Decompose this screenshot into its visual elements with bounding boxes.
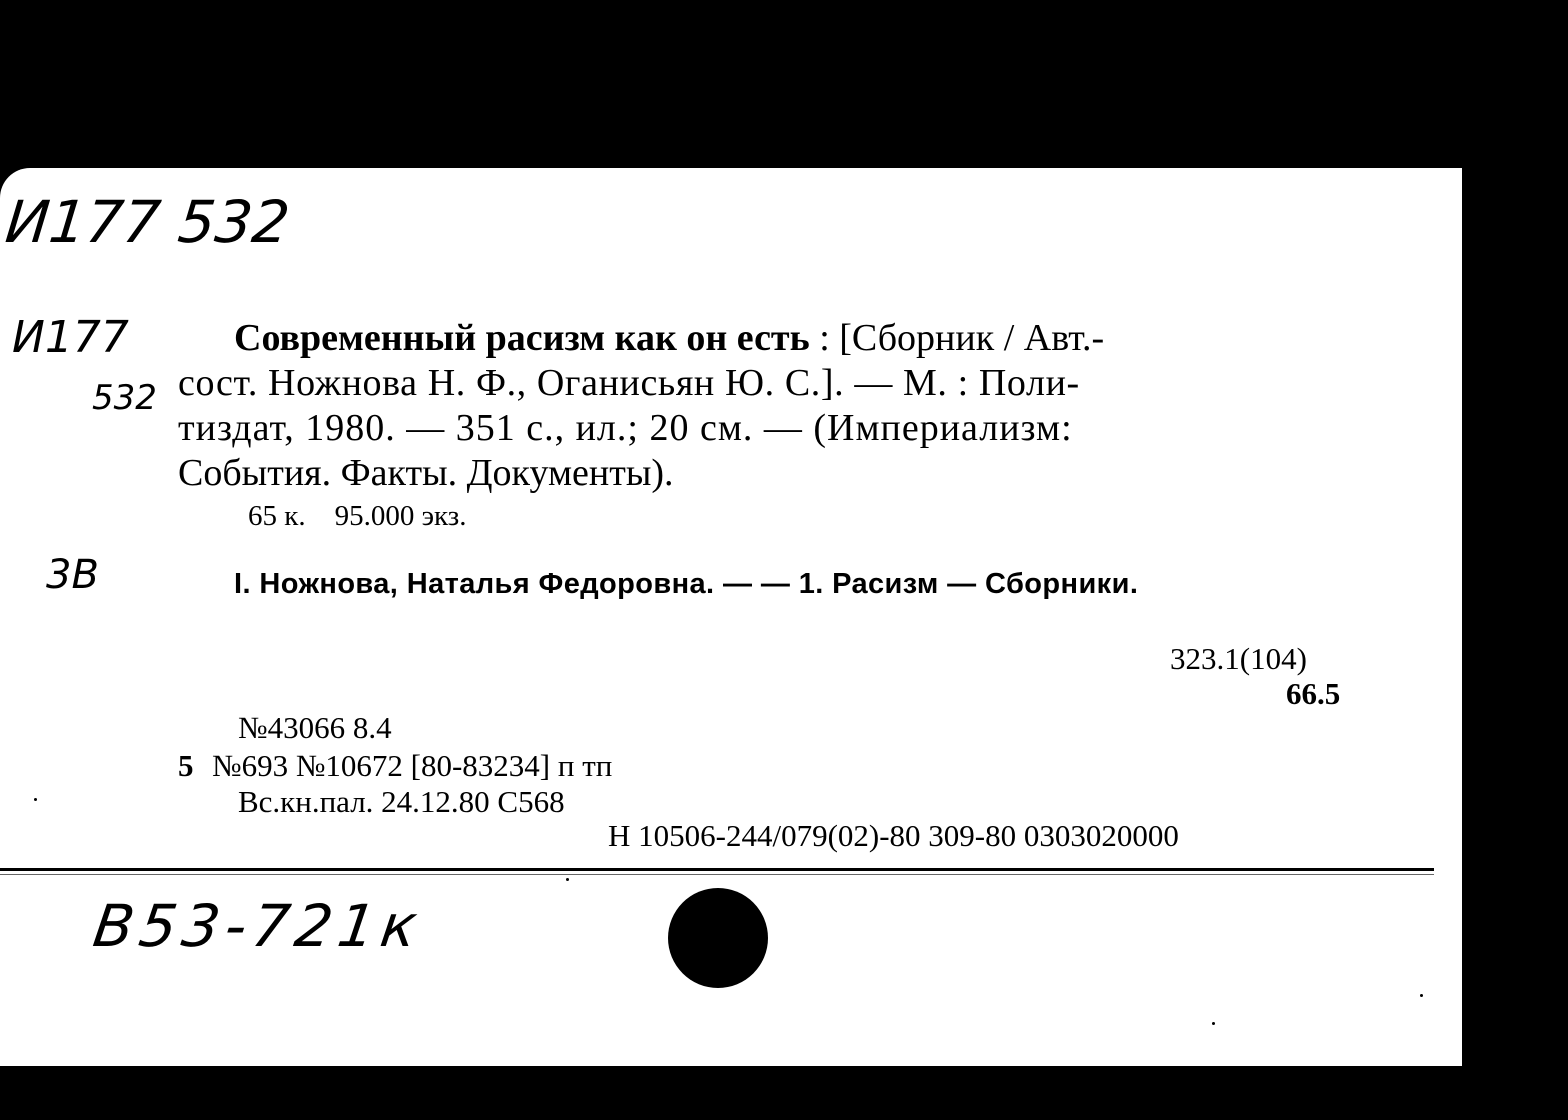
entry-line-3: тиздат, 1980. — 351 с., ил.; 20 см. — (Империализм:	[178, 407, 1073, 449]
speck	[1420, 994, 1423, 997]
entry-title: Современный расизм как он есть	[234, 317, 810, 359]
imprint-line-2: №693 №10672 [80-83234] п тп	[212, 748, 613, 783]
handwritten-side-code-bottom: 532	[92, 378, 157, 418]
handwritten-top-code: И177 532	[2, 188, 293, 256]
handwritten-side-code-top: И177	[12, 312, 129, 363]
bottom-border	[0, 1066, 1568, 1120]
entry-line-4: События. Факты. Документы).	[178, 452, 674, 494]
imprint-line-2-prefix: 5	[178, 748, 194, 783]
entry-price: 65 к. 95.000 экз.	[248, 500, 467, 532]
bbk-code: 66.5	[1286, 676, 1341, 711]
speck	[566, 878, 569, 881]
udc-code: 323.1(104)	[1170, 641, 1307, 676]
imprint-line-3: Вс.кн.пал. 24.12.80 С568	[238, 784, 565, 819]
imprint-line-1: №43066 8.4	[238, 710, 392, 745]
tracing-line: I. Ножнова, Наталья Федоровна. — — 1. Расизм — Сборники.	[234, 568, 1139, 600]
imprint-line-4: Н 10506-244/079(02)-80 309-80 0303020000	[608, 818, 1179, 853]
speck	[34, 798, 37, 801]
speck	[1212, 1022, 1215, 1025]
entry-line-1-rest: : [Сборник / Авт.-	[809, 317, 1105, 359]
separator-rule	[0, 868, 1434, 871]
separator-rule-thin	[0, 874, 1434, 875]
punch-hole	[668, 888, 768, 988]
entry-line-1	[234, 316, 1104, 360]
handwritten-bottom-code: B53-721к	[89, 892, 428, 960]
entry-line-2: сост. Ножнова Н. Ф., Оганисьян Ю. С.]. — М. : Поли-	[178, 362, 1080, 404]
handwritten-mark-3v: 3В	[46, 552, 99, 598]
